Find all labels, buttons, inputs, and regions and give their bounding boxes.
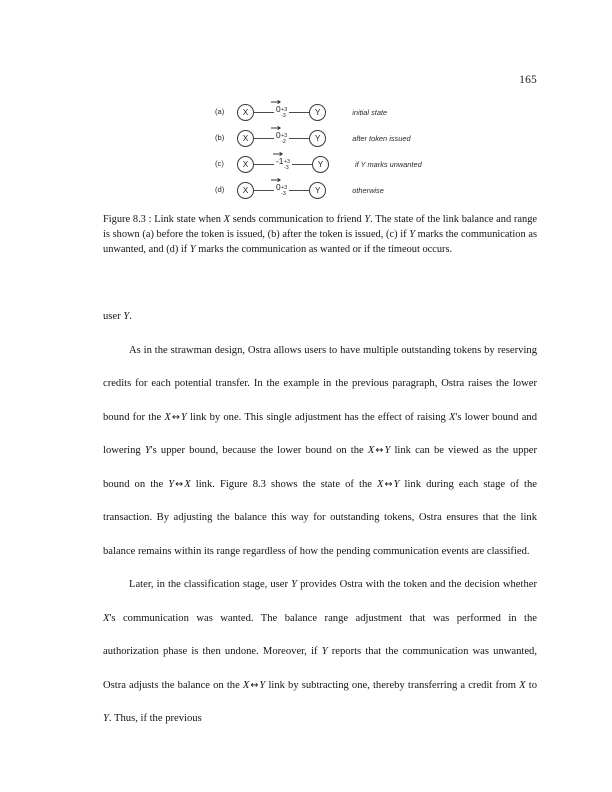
range-lower: -3 xyxy=(281,191,286,197)
link-balance-annotation xyxy=(274,156,292,172)
edge-right xyxy=(289,112,309,113)
link-balance-annotation xyxy=(274,182,289,198)
node-y: Y xyxy=(309,182,326,199)
node-y: Y xyxy=(312,156,329,173)
direction-arrow-icon xyxy=(271,100,281,104)
figure-row-label: after token issued xyxy=(352,133,411,143)
balance-value: 0 xyxy=(276,129,281,140)
text-run: link during each stage of the transaction. By adjusting the balance this way for outstanding tokens, Ostra ensures that the link balance remains within its range regardless of how the pending communication events are classified. xyxy=(103,478,538,557)
page-number: 165 xyxy=(519,74,537,86)
figure-row-label: initial state xyxy=(352,107,388,117)
text-run: . Thus, if the previous xyxy=(108,713,202,724)
math-var: X xyxy=(184,478,191,490)
direction-arrow-icon xyxy=(273,152,283,156)
text-run: 's communication was wanted. The balance range adjustment that was performed in the authorization phase is then undone. Moreover, if xyxy=(103,612,537,657)
node-y: Y xyxy=(309,104,326,121)
math-var: X xyxy=(164,411,171,423)
range-upper: +3 xyxy=(281,107,288,114)
text-run: . xyxy=(129,311,132,322)
edge-right xyxy=(289,138,309,139)
figure-row-tag: (d) xyxy=(215,185,225,195)
bidirectional-arrow-icon: ↔ xyxy=(384,478,393,490)
paragraph xyxy=(103,334,537,569)
caption-text: sends communication to friend xyxy=(230,214,365,225)
math-var: Y xyxy=(259,679,266,691)
link-balance-annotation xyxy=(274,130,289,146)
figure-row xyxy=(215,151,475,177)
direction-arrow-icon xyxy=(271,126,281,130)
figure-row xyxy=(215,99,475,125)
bidirectional-arrow-icon: ↔ xyxy=(175,478,184,490)
edge-right xyxy=(289,190,309,191)
math-var: Y xyxy=(393,478,400,490)
range-lower: -2 xyxy=(281,139,286,145)
math-var: X xyxy=(223,214,230,225)
paragraph xyxy=(103,568,537,736)
edge-left xyxy=(254,112,274,113)
edge-left xyxy=(254,164,274,165)
node-y: Y xyxy=(309,130,326,147)
math-var: Y xyxy=(168,478,175,490)
text-run: user xyxy=(103,311,124,322)
math-var: Y xyxy=(409,229,415,241)
paragraph-continuation xyxy=(103,300,537,334)
math-var: Y xyxy=(321,646,328,657)
text-run: link can be viewed as the upper bound on the xyxy=(103,445,538,490)
bidirectional-arrow-icon: ↔ xyxy=(375,445,384,456)
range-upper: +3 xyxy=(281,185,288,192)
edge-left xyxy=(254,190,274,191)
math-var: Y xyxy=(103,713,109,724)
text-run: link by one. This single adjustment has the effect of raising xyxy=(186,411,450,423)
range-lower: -3 xyxy=(283,165,289,171)
math-var: X xyxy=(242,679,250,691)
figure-row-label: if Y marks unwanted xyxy=(355,159,422,169)
figure-row-tag: (a) xyxy=(215,107,225,117)
math-var: Y xyxy=(291,579,297,590)
range-upper: +3 xyxy=(281,133,288,140)
text-run: 's upper bound, because the lower bound on the xyxy=(150,445,368,456)
math-var: X xyxy=(103,612,110,624)
math-var: Y xyxy=(189,244,196,256)
math-var: Y xyxy=(364,214,371,225)
caption-text: . The state of the link balance and range is shown (a) before the token is issued, (b) after the token is issued, (c) if xyxy=(103,214,537,241)
edge-left xyxy=(254,138,274,139)
text-run: reports that the communication was unwanted, Ostra adjusts the balance on the xyxy=(103,646,537,691)
text-run: Later, in the classification stage, user xyxy=(129,579,292,590)
math-var: X xyxy=(519,679,526,691)
figure-8-3-diagram xyxy=(215,99,475,203)
body-text xyxy=(103,300,537,736)
link-balance-annotation xyxy=(274,104,289,120)
figure-row-tag: (b) xyxy=(215,133,225,143)
text-run: link by subtracting one, thereby transferring a credit from xyxy=(265,679,520,691)
caption-text: Figure 8.3 : Link state when xyxy=(103,214,224,225)
bidirectional-arrow-icon: ↔ xyxy=(250,679,259,691)
direction-arrow-icon xyxy=(271,178,281,182)
figure-caption xyxy=(103,212,537,258)
range-lower: -3 xyxy=(281,113,286,119)
math-var: Y xyxy=(384,445,391,456)
math-var: Y xyxy=(180,411,187,423)
text-run: link. Figure 8.3 shows the state of the xyxy=(190,478,378,490)
node-x: X xyxy=(237,182,254,199)
node-x: X xyxy=(237,156,254,173)
node-x: X xyxy=(237,104,254,121)
edge-right xyxy=(292,164,312,165)
math-var: X xyxy=(377,478,384,490)
text-run: As in the strawman design, Ostra allows users to have multiple outstanding tokens by reserving credits for each potential transfer. In the example in the previous paragraph, Ostra raises the lower bound for the xyxy=(103,344,537,423)
figure-row-tag: (c) xyxy=(215,159,224,169)
math-var: X xyxy=(367,445,375,456)
figure-row xyxy=(215,177,475,203)
figure-row-label: otherwise xyxy=(352,185,384,195)
text-run: to xyxy=(525,679,537,691)
text-run: provides Ostra with the token and the decision whether xyxy=(297,579,537,590)
balance-value: -1 xyxy=(276,155,284,166)
bidirectional-arrow-icon: ↔ xyxy=(171,411,180,423)
node-x: X xyxy=(237,130,254,147)
math-var: X xyxy=(449,411,456,423)
figure-row xyxy=(215,125,475,151)
balance-value: 0 xyxy=(276,181,281,192)
caption-text: marks the communication as wanted or if the timeout occurs. xyxy=(195,244,453,256)
math-var: Y xyxy=(144,445,151,456)
balance-value: 0 xyxy=(276,103,281,114)
text-run: 's lower bound and lowering xyxy=(103,411,537,456)
math-var: Y xyxy=(123,311,130,322)
range-upper: +3 xyxy=(283,159,290,166)
caption-text: marks the communication as unwanted, and (d) if xyxy=(103,229,537,256)
